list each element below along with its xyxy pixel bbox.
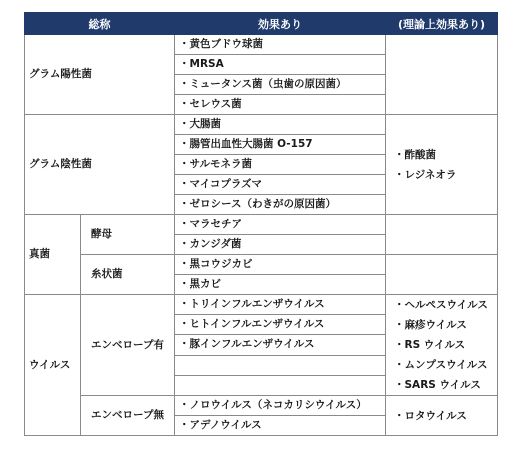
theoretical-item: ・ムンプスウイルス: [394, 359, 488, 371]
effective-item: ・ノロウイルス（ネコカリシウイルス）: [175, 396, 386, 416]
effective-item: ・サルモネラ菌: [175, 155, 386, 175]
effective-item: ・カンジダ菌: [175, 235, 386, 255]
theoretical-cell-empty: [386, 35, 498, 115]
theoretical-item: ・酢酸菌: [394, 148, 436, 161]
header-theoretical: (理論上効果あり): [386, 13, 498, 35]
header-category: 総称: [25, 13, 175, 35]
effective-item: ・大腸菌: [175, 115, 386, 135]
theoretical-enveloped: [386, 295, 498, 396]
theoretical-item: ・ロタウイルス: [394, 409, 467, 422]
table-row: [25, 255, 498, 275]
group-virus: ウイルス: [25, 295, 81, 436]
effective-item: ・黒コウジカビ: [175, 255, 386, 275]
table-row: [25, 35, 498, 55]
effective-item: ・セレウス菌: [175, 95, 386, 115]
theoretical-item: ・ヘルペスウイルス: [394, 299, 488, 311]
effective-item: ・ヒトインフルエンザウイルス: [175, 315, 386, 335]
effective-item: ・トリインフルエンザウイルス: [175, 295, 386, 315]
effective-item: ・マラセチア: [175, 215, 386, 235]
theoretical-item: ・SARS ウイルス: [394, 379, 481, 391]
effective-item: ・豚インフルエンザウイルス: [175, 335, 386, 355]
theoretical-gram-negative: [386, 115, 498, 215]
theoretical-cell-empty: [386, 215, 498, 255]
efficacy-table: [24, 12, 498, 436]
effective-item-empty: [175, 355, 386, 375]
subgroup-yeast: 酵母: [81, 215, 175, 255]
effective-item: ・マイコプラズマ: [175, 175, 386, 195]
effective-item: ・MRSA: [175, 55, 386, 75]
efficacy-table-container: [24, 12, 497, 436]
effective-item: ・ゼロシース（わきがの原因菌）: [175, 195, 386, 215]
theoretical-non-enveloped: [386, 396, 498, 436]
table-row: [25, 295, 498, 315]
table-row: [25, 396, 498, 416]
group-fungi: 真菌: [25, 215, 81, 295]
subgroup-enveloped: エンベロープ有: [81, 295, 175, 396]
group-gram-negative: グラム陰性菌: [25, 115, 175, 215]
theoretical-cell-empty: [386, 255, 498, 295]
theoretical-item: ・麻疹ウイルス: [394, 319, 467, 331]
effective-item: ・黒カビ: [175, 275, 386, 295]
header-row: [25, 13, 498, 35]
theoretical-item: ・レジネオラ: [394, 168, 457, 181]
group-gram-positive: グラム陽性菌: [25, 35, 175, 115]
table-row: [25, 115, 498, 135]
table-row: [25, 215, 498, 235]
effective-item: ・アデノウイルス: [175, 416, 386, 436]
effective-item-empty: [175, 375, 386, 395]
subgroup-mold: 糸状菌: [81, 255, 175, 295]
effective-item: ・腸管出血性大腸菌 O-157: [175, 135, 386, 155]
effective-item: ・黄色ブドウ球菌: [175, 35, 386, 55]
theoretical-item: ・RS ウイルス: [394, 339, 466, 351]
header-effective: 効果あり: [175, 13, 386, 35]
effective-item: ・ミュータンス菌（虫歯の原因菌）: [175, 75, 386, 95]
subgroup-non-enveloped: エンベロープ無: [81, 396, 175, 436]
